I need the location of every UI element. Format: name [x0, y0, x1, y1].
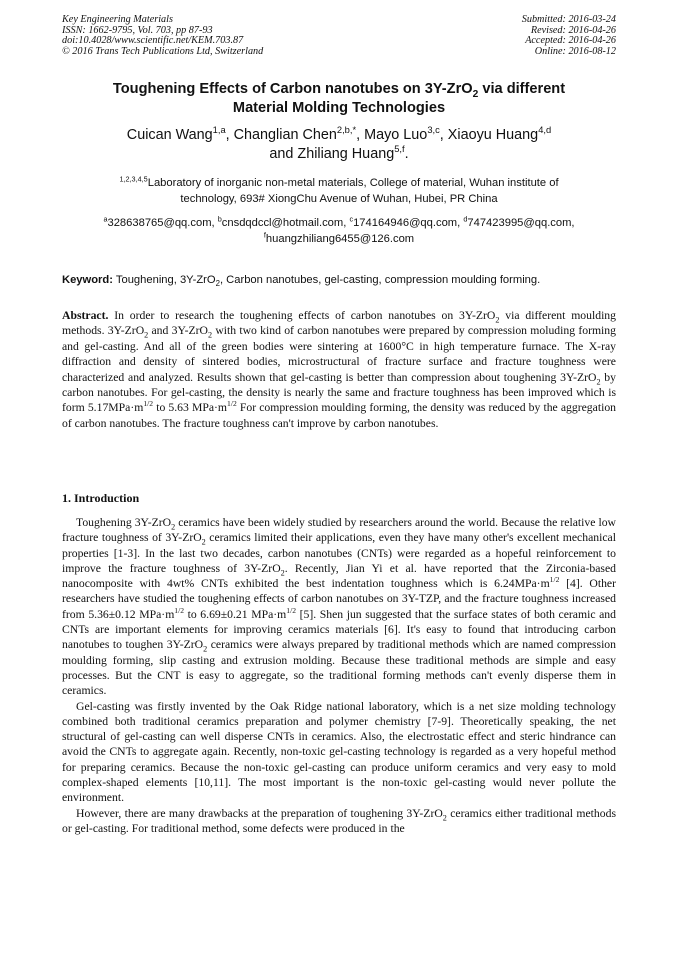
- accepted-date: Accepted: 2016-04-26: [525, 35, 616, 47]
- paragraph: However, there are many drawbacks at the preparation of toughening 3Y-ZrO$_2$ ceramics either traditional methods or gel-casting. For traditional method, some defects were produced in the: [62, 806, 616, 835]
- abstract-label: Abstract.: [62, 309, 109, 322]
- introduction-body: [62, 515, 616, 836]
- paragraph: Toughening 3Y-ZrO$_2$ ceramics have been widely studied by researchers around the world. Because the relative low fracture toughness of 3Y-ZrO$_2$ ceramics limited their applications, even they have many other's excellent mechanical properties [1-3]. In the last two decades, carbon nanotubes (CNTs) were regarded as a hopeful reinforcement to improve the fracture toughness of 3Y-ZrO$_2$. Recently, Jian Yi et al. have reported that the Zirconia-based nanocomposite with 4wt% CNTs exhibited the best indentation toughness which is $6.24MPa\cdot m^{1/2}$ [4]. Other researchers have studied the toughening effects of carbon nanotubes on 3Y-TZP, and the fracture toughness increased from 5.36±0.12 $MPa\cdot m^{1/2}$ to 6.69±0.21 $MPa\cdot m^{1/2}$ [5]. Shen jun suggested that the surface states of both ceramic and CNTs are important elements for improving ceramics materials [6]. It's easy to found that introducing carbon nanotubes to toughen 3Y-ZrO$_2$ ceramics were always prepared by traditional methods which are named compression moulding forming, slip casting and extrusion molding. Because these traditional methods are simple and easy processes. But the CNT is easy to aggregate, so the traditional forming methods can't evenly disperse them in ceramics.: [62, 516, 616, 698]
- affiliation: $^{1,2,3,4,5}$Laboratory of inorganic non-metal materials, College of material, Wuhan institute of technology, 693# XiongChu Avenue of Wuhan, Hubei, PR China: [119, 174, 559, 205]
- doi-line: doi:10.4028/www.scientific.net/KEM.703.87: [62, 35, 244, 47]
- abstract: Abstract. In order to research the toughening effects of carbon nanotubes on 3Y-ZrO$_2$ via different moulding methods. 3Y-ZrO$_2$ and 3Y-ZrO$_2$ with two kind of carbon nanotubes were prepared by compression moluding forming and gel-casting. And all of the green bodies were sintering at 1600°C in high temperature furnace. The X-ray diffraction and density of sintered bodies, microstructural of fracture surface and fracture toughness were characterized and analyzed. Results shown that gel-casting is better than compression about toughening 3Y-ZrO$_2$ by carbon nanotubes. For gel-casting, the density is nearly the same and fracture toughness has been improved which is form $5.17MPa\cdot m^{1/2}$ to 5.63 $MPa\cdot m^{1/2}$ For compression moulding forming, the density was reduced by the aggregation of carbon nanotubes. The fracture toughness can't improve by carbon nanotubes.: [62, 309, 617, 430]
- paragraph: Gel-casting was firstly invented by the Oak Ridge national laboratory, which is a net size molding technology combined both traditional ceramics preparation and polymer chemistry [7-9]. Theoretically speaking, the net structural of gel-casting can well disperse CNTs in ceramics. Also, the electrostatic effect and steric hindrance can avoid the CNTs to aggregate again. Recently, non-toxic gel-casting technology is regarded as a very hopeful method for preparing ceramics. Because the non-toxic gel-casting can produce uniform ceramics and very easy to mold complex-shaped elements [10,11]. The most important is the non-toxic gel-casting would never pollute the environment.: [62, 699, 616, 805]
- journal-info: [62, 15, 263, 57]
- keywords: Keyword: Toughening, 3Y-ZrO$_2$, Carbon nanotubes, gel-casting, compression moulding forming.: [62, 274, 541, 289]
- section-heading-introduction: 1. Introduction: [62, 491, 140, 505]
- publication-dates: [522, 15, 616, 57]
- submitted-date: Submitted: 2016-03-24: [521, 14, 616, 25]
- issn-line: ISSN: 1662-9795, Vol. 703, pp 87-93: [62, 24, 213, 36]
- copyright-line: © 2016 Trans Tech Publications Ltd, Switzerland: [62, 45, 264, 57]
- keywords-label: Keyword:: [62, 274, 113, 286]
- online-date: Online: 2016-08-12: [534, 45, 616, 57]
- author-list: Cuican Wang$^{1,a}$, Changlian Chen$^{2,b,*}$, Mayo Luo$^{3,c}$, Xiaoyu Huang$^{4,d}$ and Zhiliang Huang$^{5,f}$.: [126, 125, 552, 162]
- revised-date: Revised: 2016-04-26: [530, 24, 616, 36]
- paper-title: Toughening Effects of Carbon nanotubes on 3Y-ZrO$_2$ via different Material Molding Technologies: [112, 81, 566, 116]
- journal-header: [62, 15, 616, 65]
- journal-name: Key Engineering Materials: [62, 14, 173, 25]
- author-emails: $^a$328638765@qq.com, $^b$cnsdqdccl@hotmail.com, $^c$174164946@qq.com, $^d$747423995@qq.com, $^f$huangzhiliang6455@126.com: [103, 214, 575, 245]
